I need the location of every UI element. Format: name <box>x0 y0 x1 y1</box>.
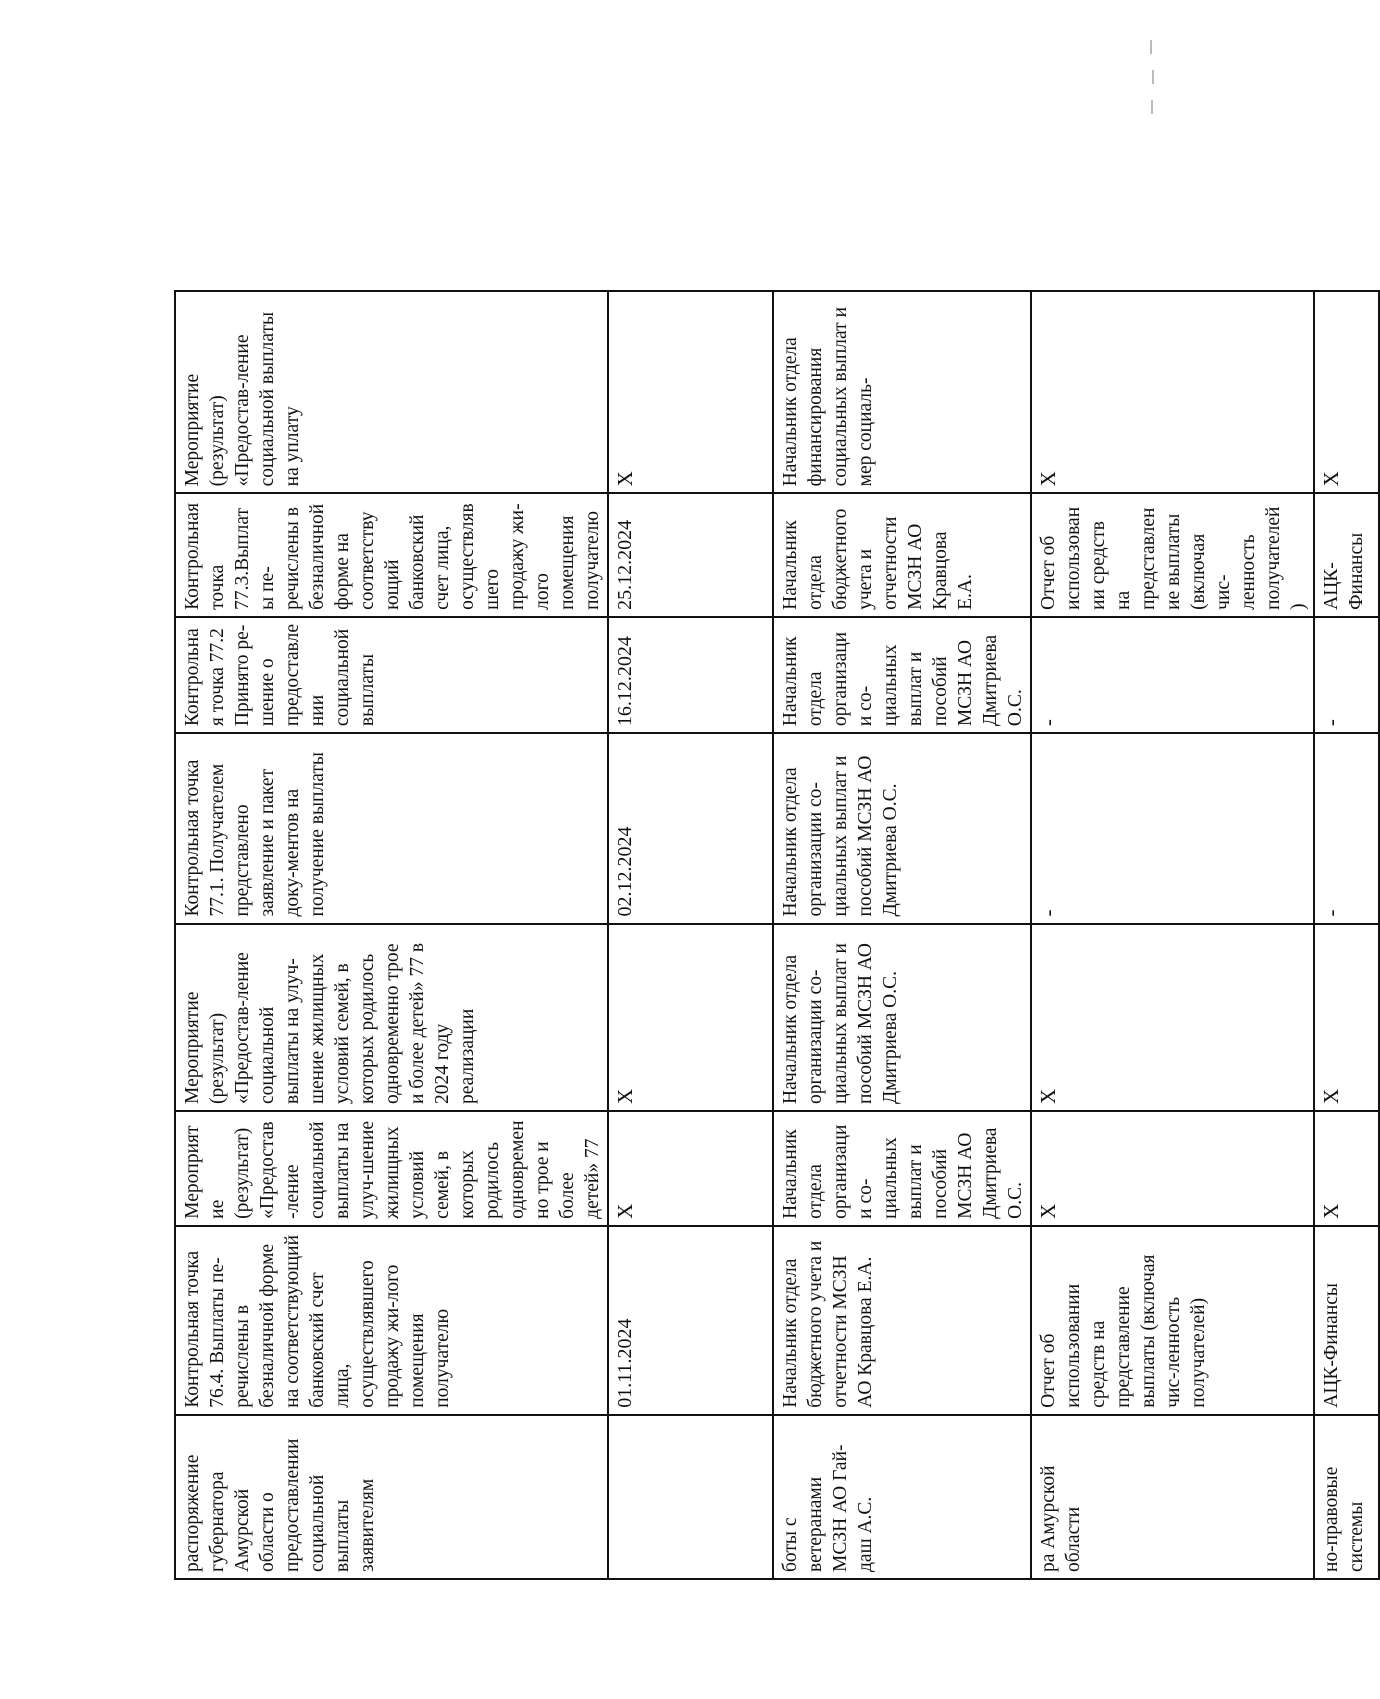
table-cell-event: Мероприятие (результат) «Предостав-ление социальной выплаты на уплату <box>175 291 608 493</box>
scan-artifact <box>1151 100 1153 114</box>
column-date <box>608 111 773 1579</box>
events-table <box>174 110 1380 1580</box>
table-cell-event: Контрольная точка 77.3.Выплаты пе-речислены в безналичной форме на соответствующий банковский счет лица, осуществлявшего продажу жи-лого помещения получателю <box>175 493 608 617</box>
table-cell-document: X <box>1031 1111 1314 1226</box>
table-cell-event: распоряжение губернатора Амурской области о предоставлении социальной выплаты заявителям <box>175 1415 608 1579</box>
table-cell-system: X <box>1314 924 1379 1111</box>
scan-artifact <box>1150 40 1152 54</box>
table-cell-document: - <box>1031 733 1314 923</box>
table-cell-responsible: Начальник отдела организации со-циальных выплат и пособий МСЗН АО Дмитриева О.С. <box>773 733 1031 923</box>
table-cell-event: Контрольная точка 77.1. Получателем представлено заявление и пакет доку-ментов на получение выплаты <box>175 733 608 923</box>
table-cell-system: X <box>1314 1111 1379 1226</box>
table-cell-responsible: Начальник отдела бюджетного учета и отчетности МСЗН АО Кравцова Е.А. <box>773 493 1031 617</box>
table-cell-date: X <box>608 291 773 493</box>
table-cell-date: 25.12.2024 <box>608 493 773 617</box>
table-cell-document: Отчет об использовании средств на представление выплаты (включая чис-ленность получателей) <box>1031 493 1314 617</box>
table-cell-event: Контрольная точка 76.4. Выплаты пе-речислены в безналичной форме на соответствующий банковский счет лица, осуществлявшего продажу жи-лого помещения получателю <box>175 1226 608 1415</box>
column-document <box>1031 111 1314 1579</box>
column-system <box>1314 111 1379 1579</box>
table-cell-date <box>608 1415 773 1579</box>
table-cell-responsible: Начальник отдела организации со-циальных выплат и пособий МСЗН АО Дмитриева О.С. <box>773 617 1031 733</box>
table-cell-date: X <box>608 1111 773 1226</box>
table-cell-responsible: Начальник отдела организации со-циальных выплат и пособий МСЗН АО Дмитриева О.С. <box>773 924 1031 1111</box>
table-cell-document: X <box>1031 924 1314 1111</box>
table-cell-system: - <box>1314 733 1379 923</box>
table-cell-date: 01.11.2024 <box>608 1226 773 1415</box>
table-cell-event: Мероприятие (результат) «Предостав-ление социальной выплаты на улуч-шение жилищных условий семей, в которых родилось одновременно трое и более детей» 77 в 2024 году реализации <box>175 924 608 1111</box>
table-cell-system: АЦК-Финансы <box>1314 493 1379 617</box>
table-cell-date: X <box>608 924 773 1111</box>
table-cell-document: Отчет об использовании средств на представление выплаты (включая чис-ленность получателей) <box>1031 1226 1314 1415</box>
table-cell-responsible: боты с ветеранами МСЗН АО Гай-даш А.С. <box>773 1415 1031 1579</box>
table-cell-system: - <box>1314 617 1379 733</box>
table-cell-responsible: Начальник отдела финансирования социальных выплат и мер социаль- <box>773 291 1031 493</box>
scan-artifact <box>1152 70 1154 84</box>
table-cell-document: ра Амурской области <box>1031 1415 1314 1579</box>
table-cell-event: Контрольная точка 77.2 Принято ре-шение о предоставлении социальной выплаты <box>175 617 608 733</box>
table-cell-date: 16.12.2024 <box>608 617 773 733</box>
column-event <box>175 111 608 1579</box>
table-cell-system: но-правовые системы <box>1314 1415 1379 1579</box>
column-responsible <box>773 111 1031 1579</box>
table-cell-event: Мероприятие (результат) «Предостав-ление социальной выплаты на улуч-шение жилищных условий семей, в которых родилось одновременно трое и более детей» 77 <box>175 1111 608 1226</box>
table-cell-date: 02.12.2024 <box>608 733 773 923</box>
table-cell-document: X <box>1031 291 1314 493</box>
table-cell-system: X <box>1314 291 1379 493</box>
rotated-table-page <box>174 110 1367 1580</box>
table-cell-responsible: Начальник отдела бюджетного учета и отчетности МСЗН АО Кравцова Е.А. <box>773 1226 1031 1415</box>
table-cell-responsible: Начальник отдела организации со-циальных выплат и пособий МСЗН АО Дмитриева О.С. <box>773 1111 1031 1226</box>
table-cell-system: АЦК-Финансы <box>1314 1226 1379 1415</box>
table-cell-document: - <box>1031 617 1314 733</box>
